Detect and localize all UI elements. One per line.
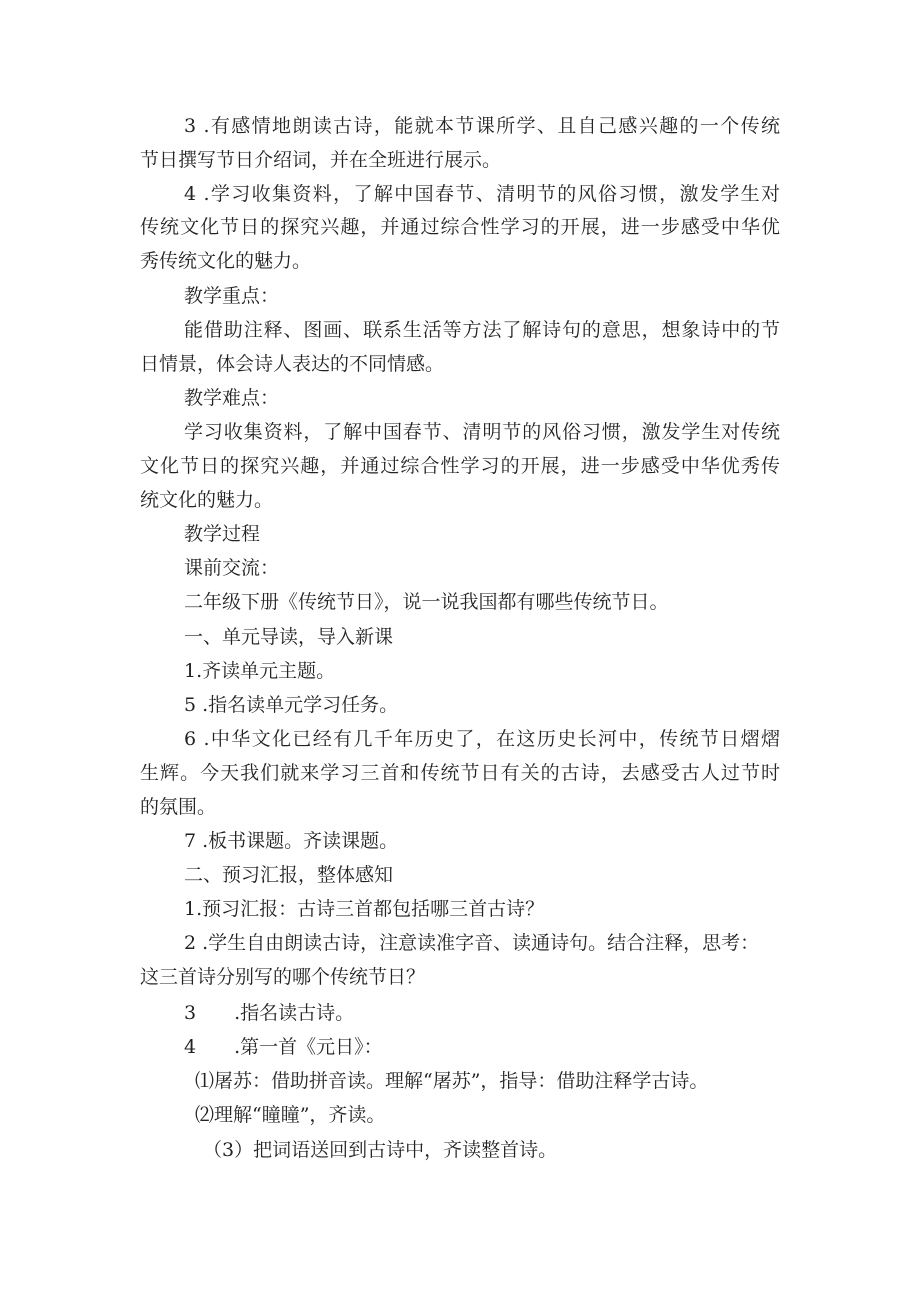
paragraph-line: 二年级下册《传统节日》，说一说我国都有哪些传统节日。 — [184, 591, 669, 613]
section-heading: 教学重点： — [184, 285, 280, 307]
paragraph-line: 文化节日的探究兴趣，并通过综合性学习的开展，进一步感受中华优秀传 — [140, 455, 780, 477]
sub-list-item: （3）把词语送回到古诗中，齐读整首诗。 — [203, 1139, 558, 1161]
list-item: 1.预习汇报：古诗三首都包括哪三首古诗？ — [184, 898, 545, 920]
paragraph-line: 这三首诗分别写的哪个传统节日？ — [140, 966, 426, 988]
paragraph-line: 传统文化节日的探究兴趣，并通过综合性学习的开展，进一步感受中华优 — [140, 216, 780, 238]
paragraph-line: 4 .学习收集资料，了解中国春节、清明节的风俗习惯，激发学生对 — [184, 183, 780, 205]
sub-list-item: ⑴屠苏：借助拼音读。理解“屠苏”，指导：借助注释学古诗。 — [195, 1070, 709, 1092]
paragraph-line: 秀传统文化的魅力。 — [140, 250, 312, 272]
paragraph-line: 生辉。今天我们就来学习三首和传统节日有关的古诗，去感受古人过节时 — [140, 762, 780, 784]
section-heading: 教学难点： — [184, 387, 280, 409]
section-heading: 二、预习汇报，整体感知 — [184, 864, 394, 886]
paragraph-line: 的氛围。 — [140, 796, 217, 818]
list-item: 1.齐读单元主题。 — [184, 660, 336, 682]
list-item: 4 .第一首《元日》： — [184, 1036, 383, 1058]
paragraph-line: 3 .有感情地朗读古诗，能就本节课所学、且自己感兴趣的一个传统 — [184, 115, 780, 137]
paragraph-line: 能借助注释、图画、联系生活等方法了解诗句的意思，想象诗中的节 — [184, 319, 780, 341]
paragraph-line: 学习收集资料，了解中国春节、清明节的风俗习惯，激发学生对传统 — [184, 421, 780, 443]
section-heading: 一、单元导读，导入新课 — [184, 626, 394, 648]
paragraph-line: 统文化的魅力。 — [140, 489, 274, 511]
list-item: 6 .中华文化已经有几千年历史了，在这历史长河中，传统节日熠熠 — [184, 728, 780, 750]
paragraph-line: 节日撰写节日介绍词，并在全班进行展示。 — [140, 149, 502, 171]
paragraph-line: 日情景，体会诗人表达的不同情感。 — [140, 353, 445, 375]
list-item: 5 .指名读单元学习任务。 — [184, 694, 399, 716]
sub-list-item: ⑵理解“瞳瞳”，齐读。 — [195, 1104, 386, 1126]
section-heading: 课前交流： — [184, 557, 280, 579]
section-heading: 教学过程 — [184, 523, 261, 545]
list-item: 3 .指名读古诗。 — [184, 1002, 355, 1024]
list-item: 2 .学生自由朗读古诗，注意读准字音、读通诗句。结合注释，思考： — [184, 932, 760, 954]
list-item: 7 .板书课题。齐读课题。 — [184, 830, 399, 852]
